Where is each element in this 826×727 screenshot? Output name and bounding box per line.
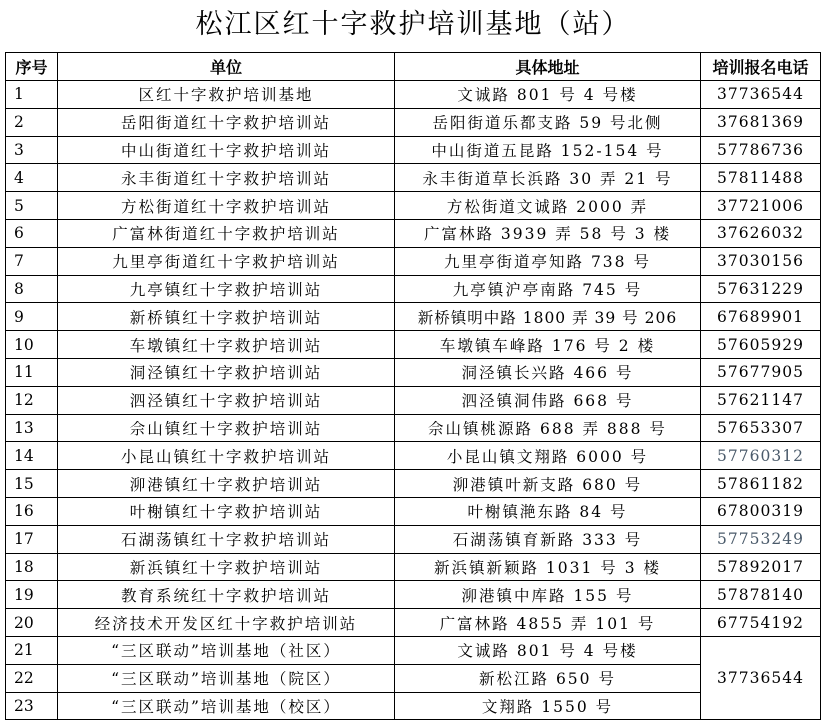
row-unit: 石湖荡镇红十字救护培训站 (58, 525, 395, 553)
row-phone: 57878140 (701, 581, 821, 609)
table-row (6, 609, 821, 637)
row-unit: 方松街道红十字救护培训站 (58, 192, 395, 220)
row-phone: 57861182 (701, 470, 821, 498)
row-index: 5 (6, 192, 58, 220)
row-phone: 57892017 (701, 553, 821, 581)
row-unit: 教育系统红十字救护培训站 (58, 581, 395, 609)
row-phone: 67754192 (701, 609, 821, 637)
row-index: 10 (6, 331, 58, 359)
row-phone: 37030156 (701, 247, 821, 275)
table-row (6, 442, 821, 470)
row-index: 12 (6, 386, 58, 414)
table-row (6, 636, 821, 664)
table-row (6, 81, 821, 109)
row-phone: 67800319 (701, 497, 821, 525)
row-index: 15 (6, 470, 58, 498)
row-unit: 经济技术开发区红十字救护培训站 (58, 609, 395, 637)
row-address: 泖港镇叶新支路 680 号 (395, 470, 701, 498)
row-unit: “三区联动”培训基地（校区） (58, 692, 395, 720)
row-address: 中山街道五昆路 152-154 号 (395, 136, 701, 164)
row-phone: 67689901 (701, 303, 821, 331)
row-index: 8 (6, 275, 58, 303)
row-unit: 洞泾镇红十字救护培训站 (58, 358, 395, 386)
row-address: 洞泾镇长兴路 466 号 (395, 358, 701, 386)
row-unit: 小昆山镇红十字救护培训站 (58, 442, 395, 470)
row-address: 新桥镇明中路 1800 弄 39 号 206 (395, 303, 701, 331)
row-address: 叶榭镇滟东路 84 号 (395, 497, 701, 525)
row-index: 3 (6, 136, 58, 164)
table-row (6, 331, 821, 359)
row-unit: 佘山镇红十字救护培训站 (58, 414, 395, 442)
row-unit: 车墩镇红十字救护培训站 (58, 331, 395, 359)
row-index: 1 (6, 81, 58, 109)
table-header-row (6, 53, 821, 81)
row-phone: 57653307 (701, 414, 821, 442)
header-phone: 培训报名电话 (701, 53, 821, 81)
row-index: 21 (6, 636, 58, 664)
row-address: 岳阳街道乐都支路 59 号北侧 (395, 108, 701, 136)
table-row (6, 358, 821, 386)
table-row (6, 108, 821, 136)
row-phone: 37626032 (701, 219, 821, 247)
table-row (6, 247, 821, 275)
table-row (6, 497, 821, 525)
row-address: 泗泾镇洞伟路 668 号 (395, 386, 701, 414)
merged-phone-cell: 37736544 (701, 636, 821, 719)
header-address: 具体地址 (395, 53, 701, 81)
row-unit: 泗泾镇红十字救护培训站 (58, 386, 395, 414)
row-unit: “三区联动”培训基地（院区） (58, 664, 395, 692)
row-address: 新浜镇新颖路 1031 号 3 楼 (395, 553, 701, 581)
row-index: 20 (6, 609, 58, 637)
training-sites-table (5, 52, 821, 720)
row-index: 11 (6, 358, 58, 386)
row-phone: 37736544 (701, 81, 821, 109)
table-row (6, 303, 821, 331)
row-unit: 新浜镇红十字救护培训站 (58, 553, 395, 581)
row-phone: 37721006 (701, 192, 821, 220)
table-row (6, 581, 821, 609)
row-unit: 九亭镇红十字救护培训站 (58, 275, 395, 303)
table-row (6, 525, 821, 553)
row-address: 石湖荡镇育新路 333 号 (395, 525, 701, 553)
row-address: 新松江路 650 号 (395, 664, 701, 692)
row-unit: 叶榭镇红十字救护培训站 (58, 497, 395, 525)
row-index: 9 (6, 303, 58, 331)
row-address: 车墩镇车峰路 176 号 2 楼 (395, 331, 701, 359)
row-unit: 中山街道红十字救护培训站 (58, 136, 395, 164)
row-index: 23 (6, 692, 58, 720)
row-unit: 广富林街道红十字救护培训站 (58, 219, 395, 247)
row-index: 17 (6, 525, 58, 553)
row-phone: 57811488 (701, 164, 821, 192)
table-row (6, 692, 821, 720)
row-address: 佘山镇桃源路 688 弄 888 号 (395, 414, 701, 442)
row-address: 广富林路 3939 弄 58 号 3 楼 (395, 219, 701, 247)
table-row (6, 136, 821, 164)
row-index: 19 (6, 581, 58, 609)
row-address: 文诚路 801 号 4 号楼 (395, 81, 701, 109)
table-row (6, 275, 821, 303)
row-index: 7 (6, 247, 58, 275)
row-unit: 泖港镇红十字救护培训站 (58, 470, 395, 498)
row-phone: 57760312 (701, 442, 821, 470)
table-row (6, 664, 821, 692)
row-address: 文翔路 1550 号 (395, 692, 701, 720)
table-row (6, 219, 821, 247)
table-row (6, 192, 821, 220)
row-index: 14 (6, 442, 58, 470)
row-index: 22 (6, 664, 58, 692)
row-phone: 57677905 (701, 358, 821, 386)
table-row (6, 386, 821, 414)
row-address: 小昆山镇文翔路 6000 号 (395, 442, 701, 470)
row-address: 方松街道文诚路 2000 弄 (395, 192, 701, 220)
header-index: 序号 (6, 53, 58, 81)
row-address: 广富林路 4855 弄 101 号 (395, 609, 701, 637)
row-phone: 57621147 (701, 386, 821, 414)
table-row (6, 164, 821, 192)
page-title: 松江区红十字救护培训基地（站） (195, 9, 631, 40)
row-address: 文诚路 801 号 4 号楼 (395, 636, 701, 664)
table-row (6, 553, 821, 581)
table-row (6, 414, 821, 442)
row-index: 6 (6, 219, 58, 247)
row-index: 13 (6, 414, 58, 442)
row-index: 4 (6, 164, 58, 192)
row-index: 2 (6, 108, 58, 136)
row-unit: 区红十字救护培训基地 (58, 81, 395, 109)
row-unit: 九里亭街道红十字救护培训站 (58, 247, 395, 275)
table-row (6, 470, 821, 498)
row-address: 九里亭街道亭知路 738 号 (395, 247, 701, 275)
row-address: 永丰街道草长浜路 30 弄 21 号 (395, 164, 701, 192)
row-phone: 37681369 (701, 108, 821, 136)
row-index: 16 (6, 497, 58, 525)
row-phone: 57786736 (701, 136, 821, 164)
row-unit: 新桥镇红十字救护培训站 (58, 303, 395, 331)
row-index: 18 (6, 553, 58, 581)
row-unit: 永丰街道红十字救护培训站 (58, 164, 395, 192)
row-unit: 岳阳街道红十字救护培训站 (58, 108, 395, 136)
row-phone: 57605929 (701, 331, 821, 359)
row-unit: “三区联动”培训基地（社区） (58, 636, 395, 664)
row-phone: 57631229 (701, 275, 821, 303)
row-address: 泖港镇中库路 155 号 (395, 581, 701, 609)
row-phone: 57753249 (701, 525, 821, 553)
row-address: 九亭镇沪亭南路 745 号 (395, 275, 701, 303)
header-unit: 单位 (58, 53, 395, 81)
